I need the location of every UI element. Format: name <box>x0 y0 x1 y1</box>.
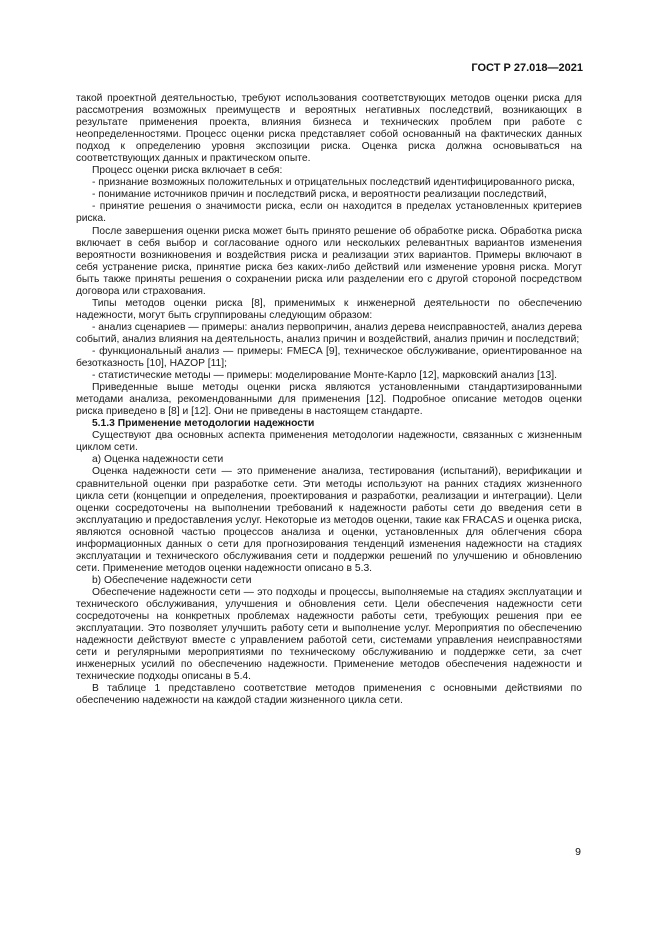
list-item: - признание возможных положительных и отрицательных последствий идентифицированного риска, <box>91 177 575 189</box>
paragraph-methods-summary: Приведенные выше методы оценки риска являются установленными стандартизированными методами анализа, рекомендованными для применения [12]. Подробное описание методов оценки риска приведено в [8] и [12]. Они не приведены в настоящем стандарте. <box>76 382 582 418</box>
section-heading: 5.1.3 Применение методологии надежности <box>91 418 315 430</box>
paragraph-intro-continuation: такой проектной деятельностью, требуют использования соответствующих методов оценки риска для рассмотрения возможных преимуществ и вероятных негативных последствий, возникающих в результате применения проекта, влияния бизнеса и технических проблем при работе с неопределенностями. Процесс оценки риска представляет собой основанный на фактических данных подход к определению уровня экспозиции риска. Оценка риска должна основываться на соответствующих данных и практическом опыте. <box>76 93 582 165</box>
subsection-a-title: а) Оценка надежности сети <box>91 454 224 466</box>
list-item: - статистические методы — примеры: моделирование Монте-Карло [12], марковский анализ [13]. <box>91 370 557 382</box>
paragraph-table-ref: В таблице 1 представлено соответствие методов применения с основными действиями по обеспечению надежности на каждой стадии жизненного цикла сети. <box>76 683 582 707</box>
paragraph-method-types: Типы методов оценки риска [8], применимых к инженерной деятельности по обеспечению надежности, могут быть сгруппированы следующим образом: <box>76 297 582 321</box>
paragraph-risk-process-intro: Процесс оценки риска включает в себя: <box>91 165 283 177</box>
paragraph-assurance: Обеспечение надежности сети — это подходы и процессы, выполняемые на стадиях эксплуатации и технического обслуживания, улучшения и обновления сети. Цели обеспечения надежности сети сосредоточены на конкретных проблемах надежности работы сети, требующих решения при ее эксплуатации. Это позволяет улучшить работу сети и выполнение услуг. Мероприятия по обеспечению надежности действуют вместе с управлением работой сети, системами управления неисправностями сети и регулярными мероприятиями по техническому обслуживанию и поддержке сети, за счет инженерных усилий по обеспечению надежности. Применение методов обеспечения надежности и технические подходы описаны в 5.4. <box>76 586 582 683</box>
list-item: - понимание источников причин и последствий риска, и вероятности реализации последствий, <box>91 189 547 201</box>
subsection-b-title: b) Обеспечение надежности сети <box>91 574 252 586</box>
body-text <box>76 93 582 707</box>
list-item: - анализ сценариев — примеры: анализ первопричин, анализ дерева неисправностей, анализ дерева событий, анализ влияния на деятельность, анализ причин и воздействий, анализ причин и последствий; <box>76 321 582 345</box>
list-item: - принятие решения о значимости риска, если он находится в пределах установленных критериев риска. <box>76 201 582 225</box>
paragraph-risk-treatment: После завершения оценки риска может быть принято решение об обработке риска. Обработка риска включает в себя выбор и согласование одного или нескольких релевантных вариантов изменения вероятности возникновения и воздействия риска и реализации этих вариантов. Примеры включают в себя устранение риска, принятие риска без каких-либо действий или изменение уровня риска. Могут быть также приняты решения о сохранении риска или разделении его с другой стороной посредством договора или страхования. <box>76 225 582 297</box>
paragraph-assessment: Оценка надежности сети — это применение анализа, тестирования (испытаний), верификации и сравнительной оценки при разработке сети. Эти методы используют на ранних стадиях жизненного цикла сети (концепции и определения, проектирования и разработки, реализации и интеграции). Цели оценки сосредоточены на выполнении требований к надежности работы сети до введения сети в эксплуатацию и предоставления услуг. Некоторые из методов оценки, такие как FRACAS и оценка риска, являются основной частью процессов анализа и оценки, установленных для облегчения сбора информационных данных о сети для прогнозирования тенденций изменения надежности на стадиях эксплуатации и технического обслуживания сети и поддержки решений по улучшению и обновлению сети. Применение методов оценки надежности описано в 5.3. <box>76 466 582 574</box>
list-item: - функциональный анализ — примеры: FMECA [9], техническое обслуживание, ориентированное на безотказность [10], HAZOP [11]; <box>76 345 582 370</box>
page-number: 9 <box>575 846 581 858</box>
standard-designation: ГОСТ Р 27.018—2021 <box>471 62 583 74</box>
paragraph-aspects: Существуют два основных аспекта применения методологии надежности, связанных с жизненным циклом сети. <box>76 430 582 454</box>
